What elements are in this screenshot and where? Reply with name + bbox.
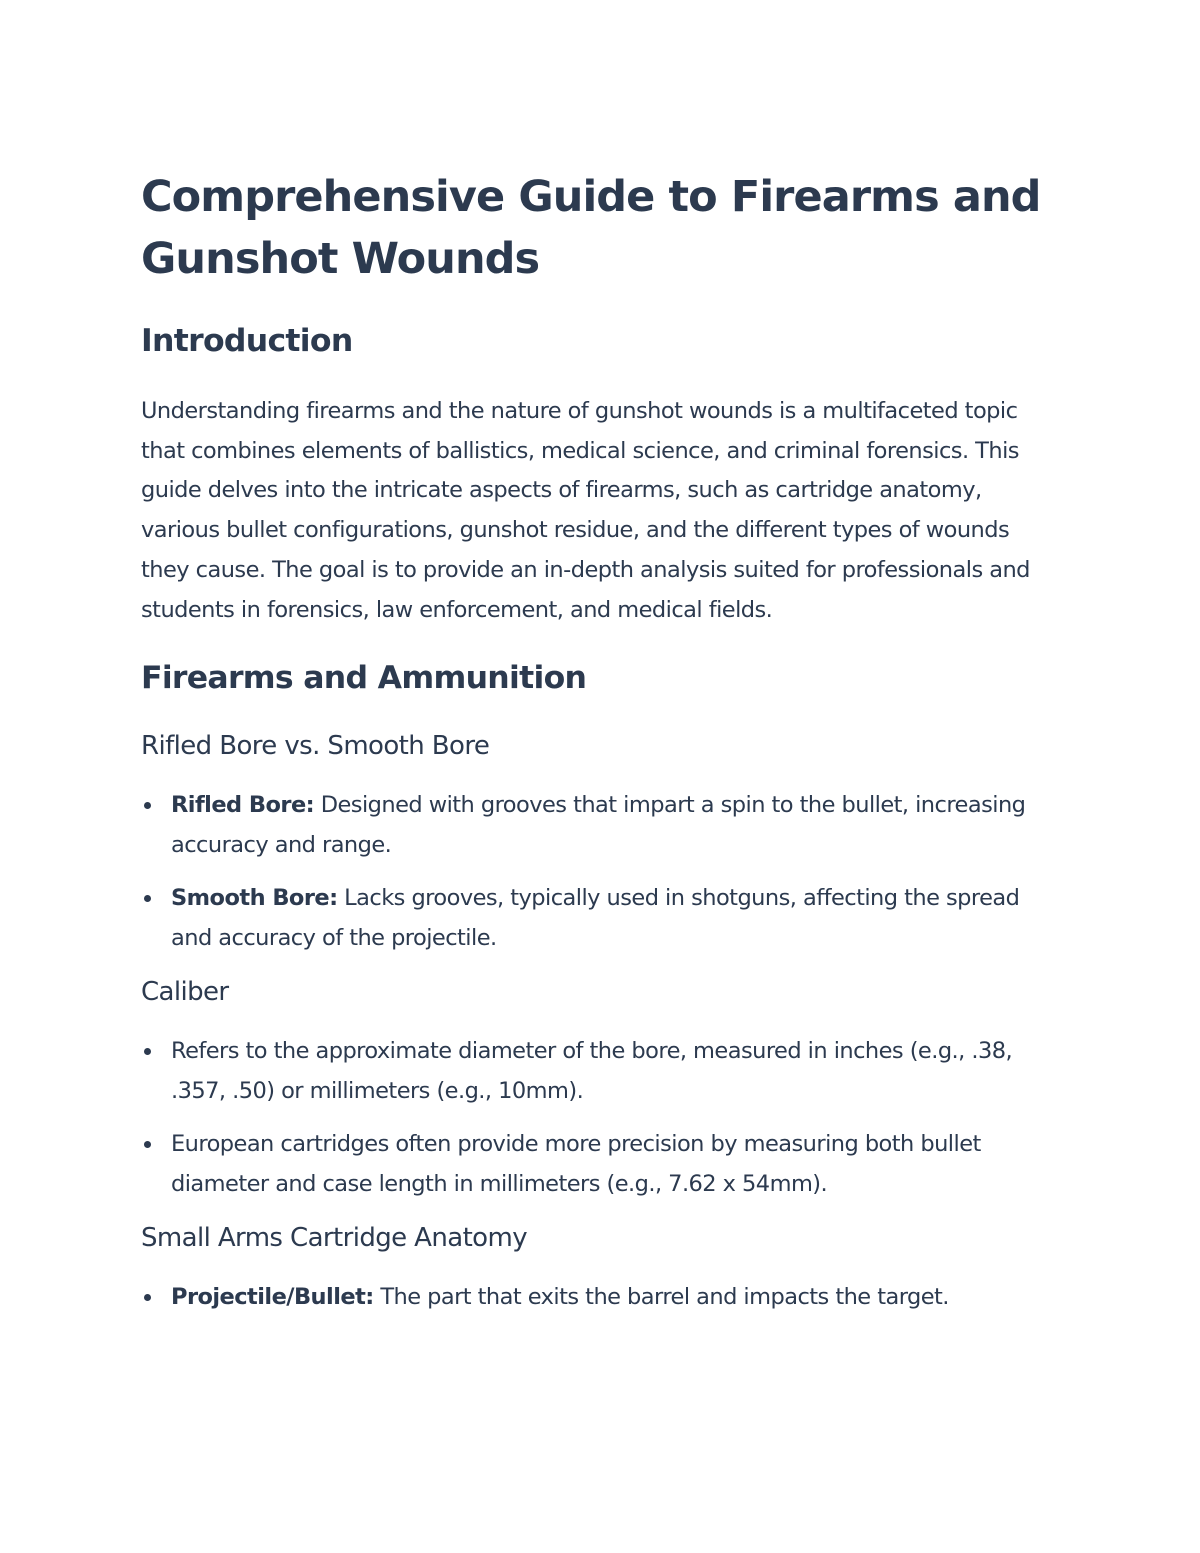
cartridge-anatomy-subheading: Small Arms Cartridge Anatomy: [141, 1223, 527, 1254]
bullet-point-icon: [144, 895, 151, 902]
caliber-list: [141, 1032, 1061, 1204]
list-item: [141, 1278, 1061, 1318]
bullet-point-icon: [144, 1294, 151, 1301]
list-item-term: Projectile/Bullet:: [171, 1284, 374, 1311]
list-item-text: Refers to the approximate diameter of the bore, measured in inches (e.g., .38, .357, .50) or millimeters (e.g., 10mm).: [171, 1038, 1013, 1104]
list-item-term: Rifled Bore:: [171, 792, 315, 819]
list-item-text: European cartridges often provide more precision by measuring both bullet diameter and case length in millimeters (e.g., 7.62 x 54mm).: [171, 1131, 981, 1197]
bullet-point-icon: [144, 1141, 151, 1148]
caliber-subheading: Caliber: [141, 977, 229, 1008]
list-item: [141, 786, 1061, 865]
list-item: [141, 1032, 1061, 1111]
list-item-text: The part that exits the barrel and impacts the target.: [373, 1284, 949, 1311]
document-page: [141, 166, 1061, 1318]
bullet-point-icon: [144, 1048, 151, 1055]
cartridge-anatomy-list: [141, 1278, 1061, 1318]
firearms-ammunition-heading: Firearms and Ammunition: [141, 660, 587, 697]
list-item-text: Designed with grooves that impart a spin to the bullet, increasing accuracy and range.: [171, 792, 1026, 858]
bullet-point-icon: [144, 802, 151, 809]
list-item-text: Lacks grooves, typically used in shotguns, affecting the spread and accuracy of the projectile.: [171, 885, 1020, 951]
bore-subheading: Rifled Bore vs. Smooth Bore: [141, 731, 490, 762]
bore-list: [141, 786, 1061, 958]
introduction-heading: Introduction: [141, 323, 353, 359]
list-item: [141, 1125, 1061, 1204]
document-title: Comprehensive Guide to Firearms and Gunshot Wounds: [141, 172, 1041, 284]
list-item: [141, 879, 1061, 958]
list-item-term: Smooth Bore:: [171, 885, 338, 912]
introduction-paragraph: Understanding firearms and the nature of gunshot wounds is a multifaceted topic that combines elements of ballistics, medical science, and criminal forensics. This guide delves into the intricate aspects of firearms, such as cartridge anatomy, various bullet configurations, gunshot residue, and the different types of wounds they cause. The goal is to provide an in-depth analysis suited for professionals and students in forensics, law enforcement, and medical fields.: [141, 398, 1030, 623]
